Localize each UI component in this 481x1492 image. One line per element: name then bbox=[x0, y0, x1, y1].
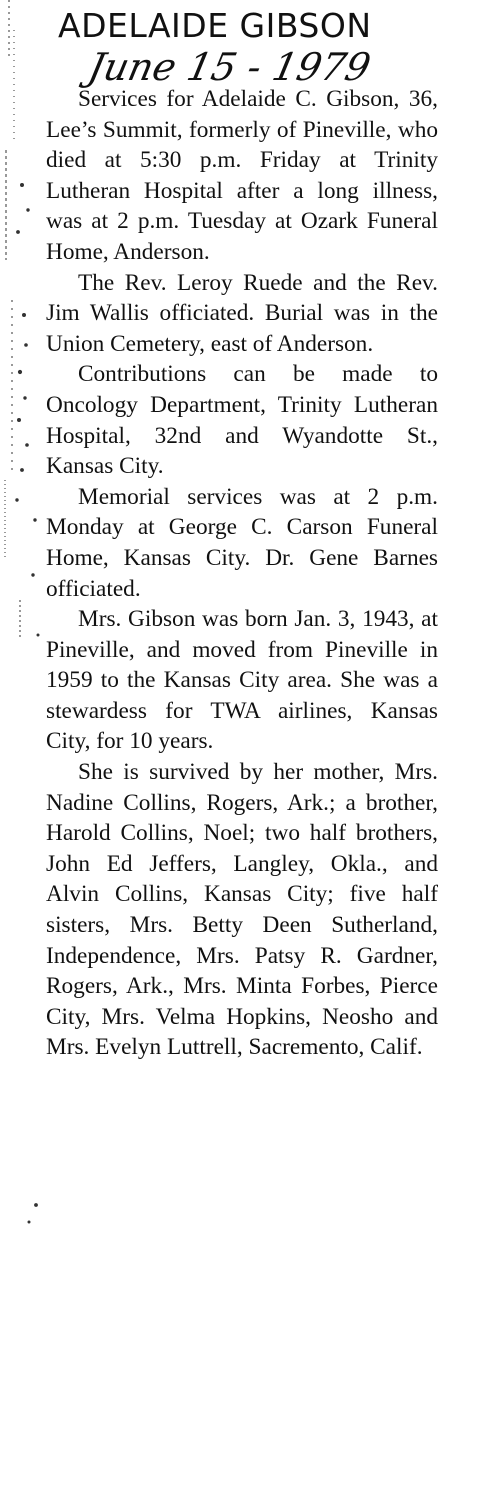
paragraph-officiants: The Rev. Leroy Ruede and the Rev. Jim Wallis officiated. Burial was in the Union Cemetery, east of Anderson. bbox=[46, 269, 438, 357]
obituary-body bbox=[46, 84, 438, 1063]
paragraph-biography: Mrs. Gibson was born Jan. 3, 1943, at Pineville, and moved from Pineville in 1959 to the Kansas City area. She was a stewardess for TWA airlines, Kansas City, for 10 years. bbox=[46, 606, 438, 755]
headline: ADELAIDE GIBSON bbox=[58, 6, 372, 45]
paragraph-services: Services for Adelaide C. Gibson, 36, Lee’s Summit, formerly of Pineville, who died at 5:30 p.m. Friday at Trinity Lutheran Hospital after a long illness, was at 2 p.m. Tuesday at Ozark Funeral Home, Anderson. bbox=[46, 86, 438, 265]
paragraph-contributions: Contributions can be made to Oncology Department, Trinity Lutheran Hospital, 32nd and Wyandotte St., Kansas City. bbox=[46, 361, 438, 480]
paragraph-survivors: She is survived by her mother, Mrs. Nadine Collins, Rogers, Ark.; a brother, Harold Collins, Noel; two half brothers, John Ed Jeffers, Langley, Okla., and Alvin Collins, Kansas City; five half sisters, Mrs. Betty Deen Sutherland, Independence, Mrs. Patsy R. Gardner, Rogers, Ark., Mrs. Minta Forbes, Pierce City, Mrs. Velma Hopkins, Neosho and Mrs. Evelyn Luttrell, Sacremento, Calif. bbox=[46, 759, 438, 1061]
handwritten-date-text: June 15 - 1979 bbox=[84, 45, 375, 90]
paragraph-memorial: Memorial services was at 2 p.m. Monday at George C. Carson Funeral Home, Kansas City. Dr. Gene Barnes officiated. bbox=[46, 483, 438, 602]
torn-edge-marks bbox=[0, 0, 40, 1492]
